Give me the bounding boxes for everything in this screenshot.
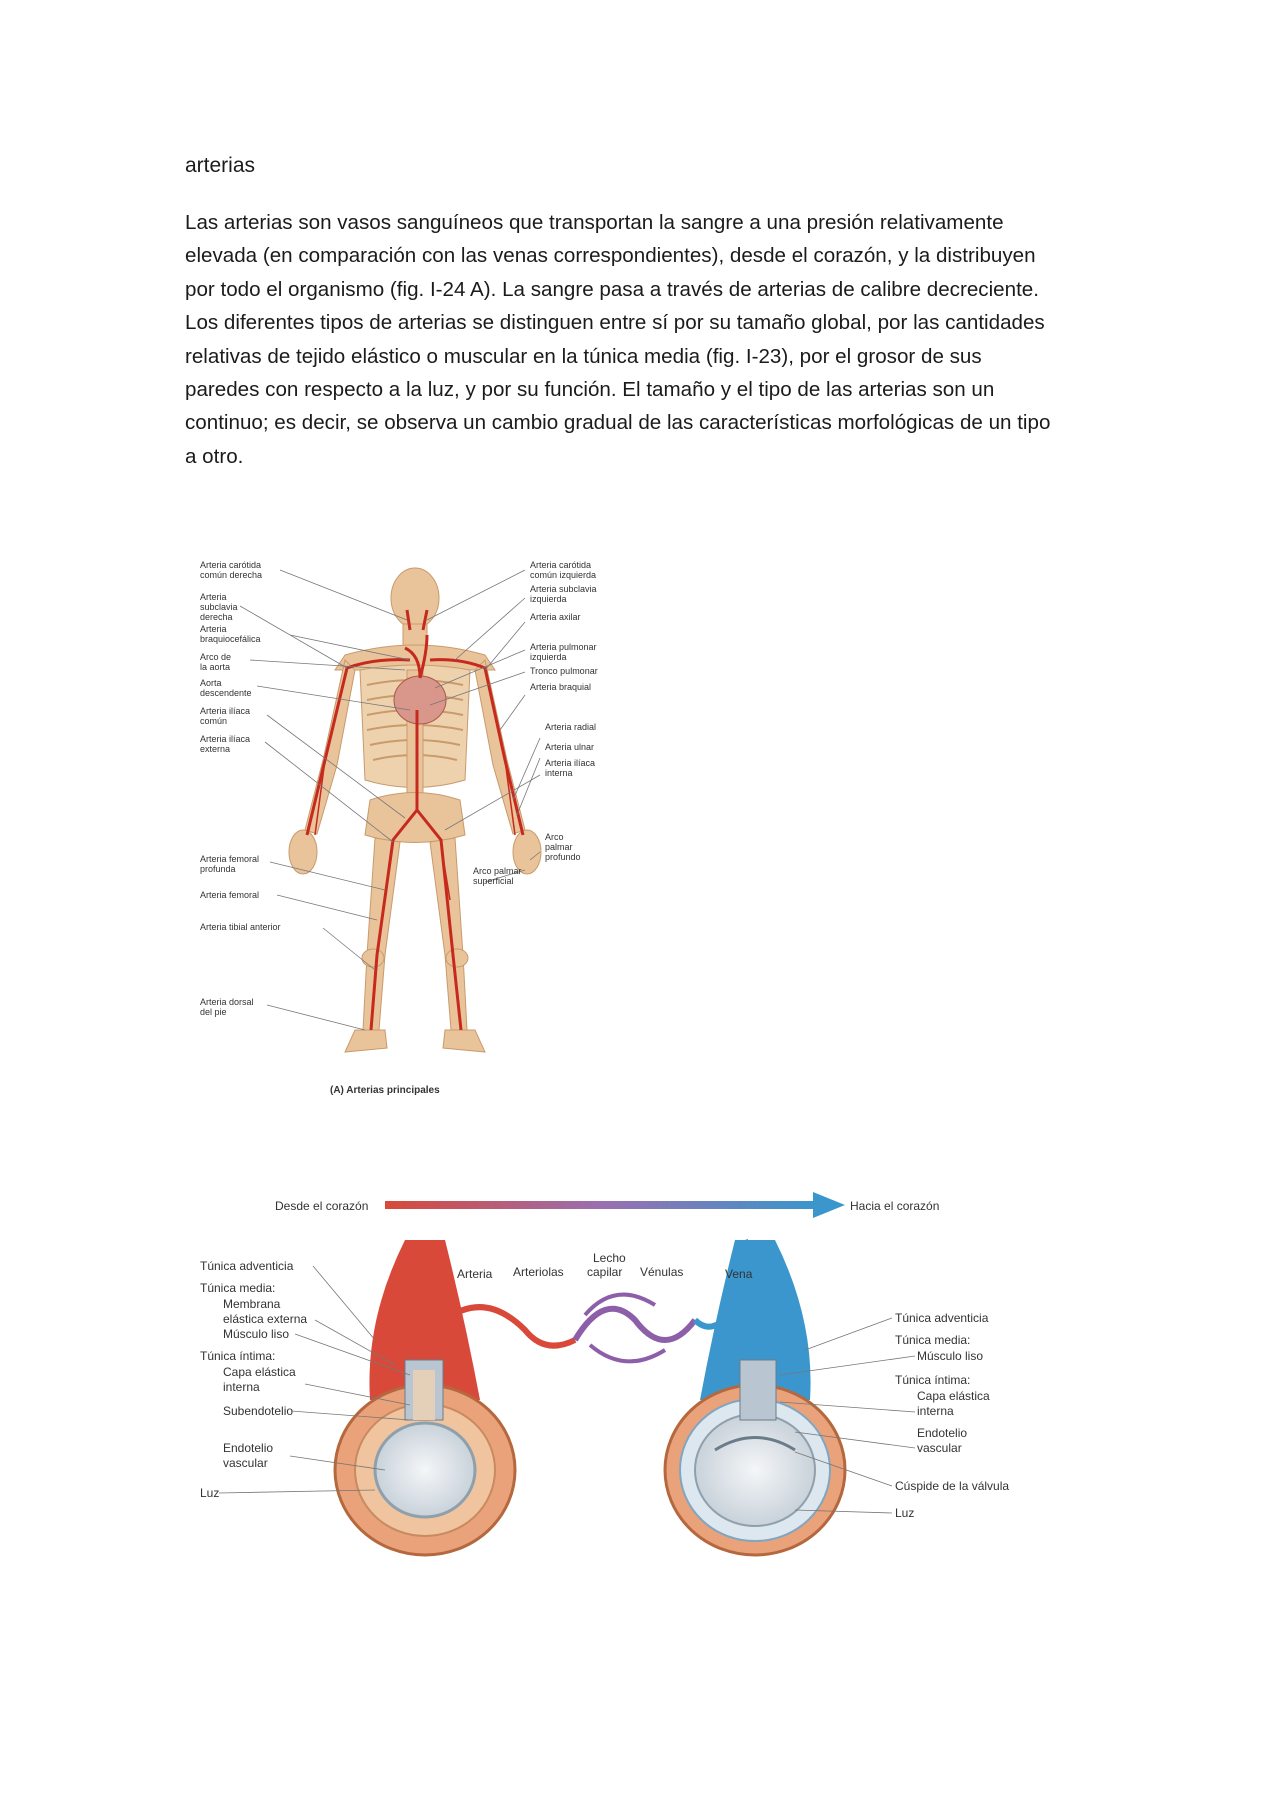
main-arteries-illustration xyxy=(195,560,635,1100)
label-femoral: Arteria femoral xyxy=(200,890,260,900)
label-external-iliac: externa xyxy=(200,744,231,754)
body-paragraph xyxy=(185,206,1115,473)
vessel-structure-figure xyxy=(195,1170,1025,1570)
label-internal-elastic-layer-vein: Capa elástica xyxy=(917,1389,990,1403)
label-aortic-arch: la aorta xyxy=(200,662,231,672)
label-tunica-adventitia-artery: Túnica adventicia xyxy=(200,1259,294,1273)
label-vascular-endothelium-vein: vascular xyxy=(917,1441,962,1455)
figure-b-left-labels xyxy=(200,1259,307,1500)
label-ulnar: Arteria ulnar xyxy=(545,742,595,752)
label-subclavian-right: subclavia xyxy=(200,602,238,612)
label-dorsalis-pedis: del pie xyxy=(200,1007,227,1017)
label-artery: Arteria xyxy=(457,1267,493,1281)
label-anterior-tibial: Arteria tibial anterior xyxy=(200,922,281,932)
label-subclavian-left: izquierda xyxy=(530,594,567,604)
label-deep-palmar-arch: Arco xyxy=(545,832,564,842)
label-left-pulmonary: izquierda xyxy=(530,652,567,662)
label-deep-femoral: profunda xyxy=(200,864,236,874)
label-internal-elastic-layer-vein: interna xyxy=(917,1404,954,1418)
label-external-elastic-membrane: elástica externa xyxy=(223,1312,308,1326)
artery-cross-section xyxy=(335,1240,515,1555)
vessel-structure-illustration xyxy=(195,1170,1025,1570)
label-smooth-muscle-artery: Músculo liso xyxy=(223,1327,290,1341)
label-deep-femoral: Arteria femoral xyxy=(200,854,260,864)
label-subendothelium: Subendotelio xyxy=(223,1404,294,1418)
label-tunica-media-artery: Túnica media: xyxy=(200,1281,276,1295)
label-tunica-intima-artery: Túnica íntima: xyxy=(200,1349,276,1363)
label-brachial: Arteria braquial xyxy=(530,682,592,692)
label-vascular-endothelium-artery: Endotelio xyxy=(223,1441,274,1455)
label-vascular-endothelium-artery: vascular xyxy=(223,1456,268,1470)
label-superficial-palmar-arch: Arco palmar xyxy=(473,866,522,876)
label-lumen-artery: Luz xyxy=(200,1486,220,1500)
label-tunica-media-vein: Túnica media: xyxy=(895,1333,971,1347)
page-title: arterias xyxy=(185,154,256,177)
paragraph-line: a otro. xyxy=(185,444,244,468)
label-dorsalis-pedis: Arteria dorsal xyxy=(200,997,254,1007)
label-axillary: Arteria axilar xyxy=(530,612,581,622)
paragraph-line: Las arterias son vasos sanguíneos que transportan la sangre a una presión relativamente xyxy=(185,211,1004,234)
label-pulmonary-trunk: Tronco pulmonar xyxy=(530,666,598,676)
figure-a-caption: (A) Arterias principales xyxy=(330,1085,440,1096)
label-subclavian-left: Arteria subclavia xyxy=(530,584,597,594)
label-subclavian-right: Arteria xyxy=(200,592,227,602)
label-valve-cusp: Cúspide de la válvula xyxy=(895,1479,1010,1493)
paragraph-line: por todo el organismo (fig. I-24 A). La sangre pasa a través de arterias de calibre decreciente. xyxy=(185,277,1039,301)
label-carotid-right: Arteria carótida xyxy=(200,560,262,570)
label-venules: Vénulas xyxy=(640,1265,684,1279)
label-radial: Arteria radial xyxy=(545,722,597,732)
label-deep-palmar-arch: palmar xyxy=(545,842,573,852)
label-tunica-adventitia-vein: Túnica adventicia xyxy=(895,1311,989,1325)
label-left-pulmonary: Arteria pulmonar xyxy=(530,642,597,652)
label-internal-elastic-layer: Capa elástica xyxy=(223,1365,296,1379)
skeleton-drawing xyxy=(289,568,541,1052)
flow-direction-arrow xyxy=(385,1192,845,1218)
label-carotid-left: Arteria carótida xyxy=(530,560,592,570)
main-arteries-figure xyxy=(195,560,635,1100)
label-descending-aorta: Aorta xyxy=(200,678,222,688)
label-brachiocephalic: Arteria xyxy=(200,624,227,634)
label-vein: Vena xyxy=(725,1267,753,1281)
from-heart-label: Desde el corazón xyxy=(275,1199,369,1213)
label-capillary-bed: capilar xyxy=(587,1265,623,1279)
label-internal-iliac: Arteria ilíaca xyxy=(545,758,596,768)
label-arterioles: Arteriolas xyxy=(513,1265,564,1279)
label-superficial-palmar-arch: superficial xyxy=(473,876,514,886)
figure-a-left-labels xyxy=(200,560,281,1017)
paragraph-line: elevada (en comparación con las venas correspondientes), desde el corazón, y la distribuyen xyxy=(185,244,1036,268)
label-external-iliac: Arteria ilíaca xyxy=(200,734,251,744)
label-carotid-right: común derecha xyxy=(200,570,263,580)
paragraph-line: continuo; es decir, se observa un cambio gradual de las características morfológicas de un tipo xyxy=(185,411,1051,435)
label-carotid-left: común izquierda xyxy=(530,570,597,580)
label-aortic-arch: Arco de xyxy=(200,652,232,662)
label-internal-elastic-layer: interna xyxy=(223,1380,260,1394)
label-tunica-intima-vein: Túnica íntima: xyxy=(895,1373,971,1387)
label-deep-palmar-arch: profundo xyxy=(545,852,581,862)
figure-b-top-labels xyxy=(457,1251,753,1281)
vein-cross-section xyxy=(665,1240,845,1555)
figure-b-right-labels xyxy=(895,1311,1009,1520)
label-capillary-bed: Lecho xyxy=(593,1251,626,1265)
label-external-elastic-membrane: Membrana xyxy=(223,1297,281,1311)
label-subclavian-right: derecha xyxy=(200,612,233,622)
label-internal-iliac: interna xyxy=(545,768,573,778)
paragraph-line: paredes con respecto a la luz, y por su función. El tamaño y el tipo de las arterias son un xyxy=(185,378,995,402)
label-smooth-muscle-vein: Músculo liso xyxy=(917,1349,984,1363)
label-vascular-endothelium-vein: Endotelio xyxy=(917,1426,968,1440)
label-brachiocephalic: braquiocefálica xyxy=(200,634,261,644)
label-common-iliac: Arteria ilíaca xyxy=(200,706,251,716)
label-lumen-vein: Luz xyxy=(895,1506,915,1520)
paragraph-line: Los diferentes tipos de arterias se distinguen entre sí por su tamaño global, por las cantidades xyxy=(185,311,1045,335)
paragraph-line: relativas de tejido elástico o muscular en la túnica media (fig. I-23), por el grosor de sus xyxy=(185,344,982,368)
label-common-iliac: común xyxy=(200,716,228,726)
to-heart-label: Hacia el corazón xyxy=(850,1199,940,1213)
label-descending-aorta: descendente xyxy=(200,688,252,698)
